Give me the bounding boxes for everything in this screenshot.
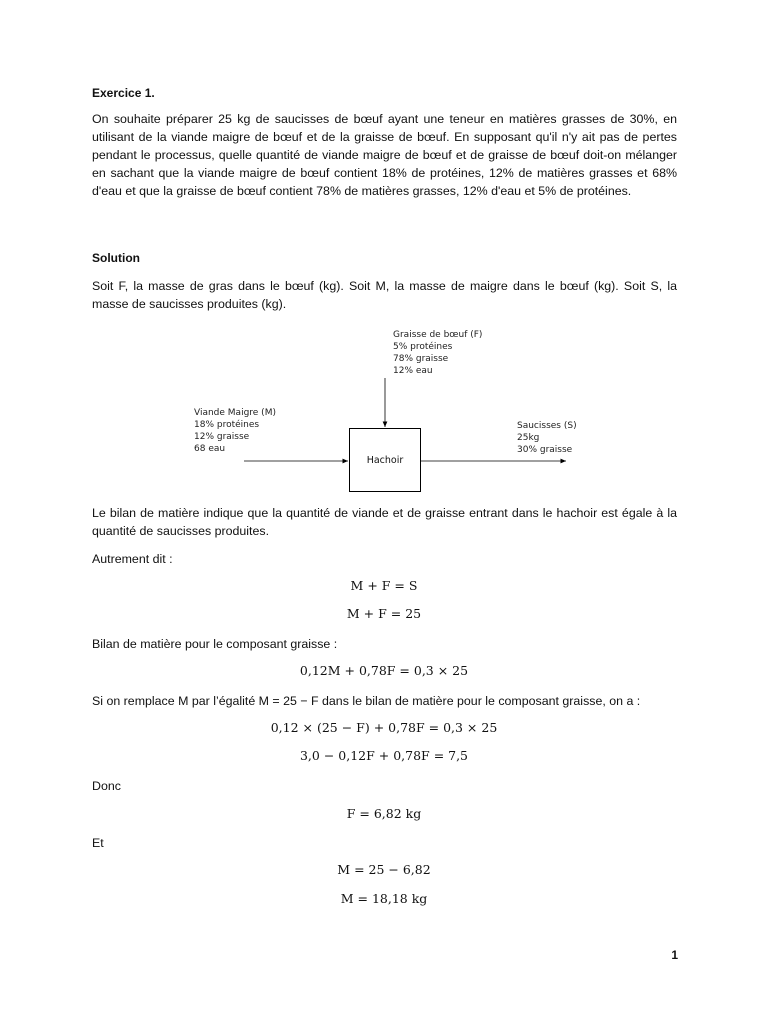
exercise-statement: On souhaite préparer 25 kg de saucisses de bœuf ayant une teneur en matières grasses de 30%, en utilisant de la viande maigre de bœuf et de la graisse de bœuf. En supposant qu'il n'y ait pas de pertes pendant le processus, quelle quantité de viande maigre de bœuf et de graisse de bœuf doit-on mélanger en sachant que la viande maigre de bœuf contient 18% de protéines, 12% de matières grasses et 68% d'eau et que la graisse de bœuf contient 78% de matières grasses, 12% d'eau et 5% de protéines.	[92, 112, 677, 198]
lean-input-line: 12% graisse	[194, 432, 250, 442]
output-line: 25kg	[517, 433, 540, 443]
et-text: Et	[92, 836, 104, 850]
autrement-text: Autrement dit :	[92, 552, 173, 566]
bilan-paragraph: Le bilan de matière indique que la quantité de viande et de graisse entrant dans le hachoir est égale à la quantité de saucisses produites.	[92, 506, 677, 538]
definitions-paragraph: Soit F, la masse de gras dans le bœuf (kg). Soit M, la masse de maigre dans le bœuf (kg). Soit S, la masse de saucisses produites (kg).	[92, 279, 677, 311]
fat-input-line: 5% protéines	[393, 342, 453, 352]
fat-input-line: 12% eau	[393, 366, 433, 376]
lean-input-line: 68 eau	[194, 444, 226, 454]
equation-7: M = 25 − 6,82	[337, 862, 431, 877]
solution-title: Solution	[92, 251, 140, 265]
output-line: 30% graisse	[517, 445, 573, 455]
exercise-title: Exercice 1.	[92, 86, 155, 100]
fat-input-line: Graisse de bœuf (F)	[393, 330, 483, 340]
hachoir-label: Hachoir	[366, 454, 404, 466]
output-line: Saucisses (S)	[517, 421, 577, 431]
donc-text: Donc	[92, 779, 121, 793]
lean-input-line: 18% protéines	[194, 420, 260, 430]
substitution-text: Si on remplace M par l’égalité M = 25 − F dans le bilan de matière pour le composant graisse, on a :	[92, 694, 641, 708]
equation-5: 3,0 − 0,12F + 0,78F = 7,5	[299, 748, 469, 763]
equation-4: 0,12 × (25 − F) + 0,78F = 0,3 × 25	[270, 720, 498, 735]
equation-8: M = 18,18 kg	[340, 891, 428, 906]
equation-3: 0,12M + 0,78F = 0,3 × 25	[299, 663, 469, 678]
equation-2: M + F = 25	[346, 606, 422, 621]
lean-input-line: Viande Maigre (M)	[194, 408, 276, 418]
page-number: 1	[671, 948, 678, 962]
bilan-graisse-text: Bilan de matière pour le composant graisse :	[92, 637, 338, 651]
equation-1: M + F = S	[350, 578, 418, 593]
fat-input-line: 78% graisse	[393, 354, 449, 364]
equation-6: F = 6,82 kg	[346, 806, 422, 821]
